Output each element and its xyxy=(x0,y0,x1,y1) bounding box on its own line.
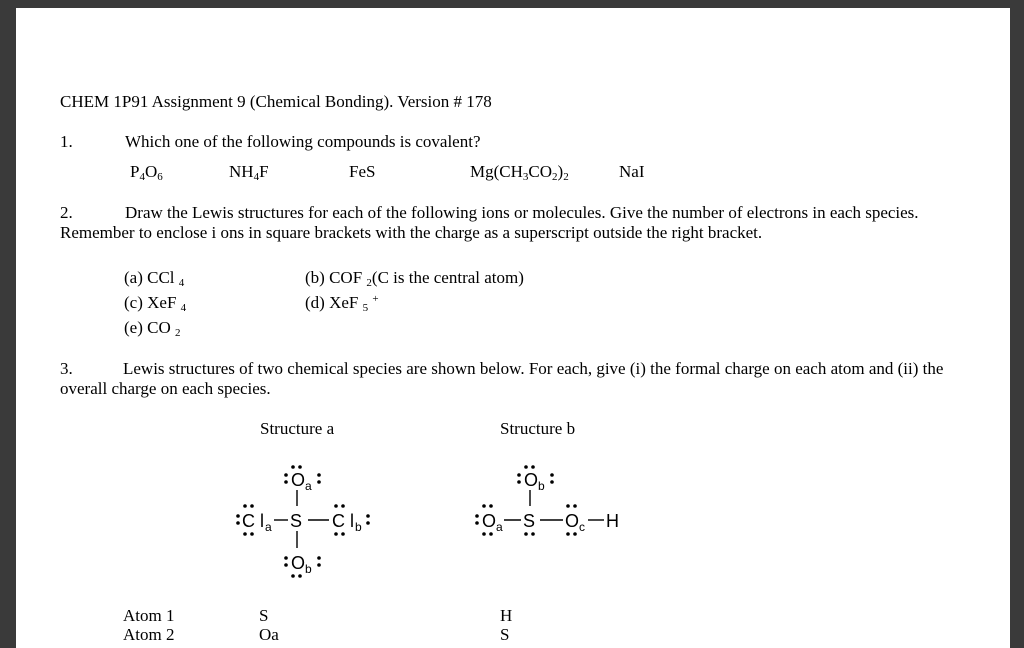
structure-a-diagram xyxy=(16,8,1010,648)
lone-pair-dot xyxy=(366,521,370,525)
lone-pair-dot xyxy=(298,574,302,578)
lone-pair-dot xyxy=(317,473,321,477)
row-2-structure-b: S xyxy=(500,625,510,644)
compound-mg-acetate: $Mg(CH_3CO_2)_2$ xyxy=(470,162,569,183)
struct-b-oa: O xyxy=(482,511,497,531)
lone-pair-dot xyxy=(291,465,295,469)
lone-pair-dot xyxy=(524,465,528,469)
item-c: (c) XeF $_4$ xyxy=(124,293,187,314)
struct-b-oc: O xyxy=(565,511,580,531)
lone-pair-dot xyxy=(366,514,370,518)
lone-pair-dot xyxy=(334,532,338,536)
lone-pair-dot xyxy=(298,465,302,469)
struct-b-h: H xyxy=(606,511,619,531)
lone-pair-dot xyxy=(317,480,321,484)
lone-pair-dot xyxy=(284,563,288,567)
document-page xyxy=(16,8,1010,648)
lone-pair-dot xyxy=(334,504,338,508)
lone-pair-dot xyxy=(573,532,577,536)
structure-a-label: Structure a xyxy=(260,419,335,438)
lone-pair-dot xyxy=(524,532,528,536)
lone-pair-dot xyxy=(489,532,493,536)
lone-pair-dot xyxy=(517,480,521,484)
lone-pair-dot xyxy=(317,563,321,567)
lone-pair-dot xyxy=(284,473,288,477)
compound-nai: NaI xyxy=(619,162,645,181)
struct-a-clb-sub: b xyxy=(355,520,362,534)
lone-pair-dot xyxy=(250,504,254,508)
struct-a-cla: C l xyxy=(242,511,264,531)
item-e: (e) CO $_2$ xyxy=(124,318,181,339)
item-a: (a) CCl $_4$ xyxy=(124,268,185,289)
lone-pair-dot xyxy=(243,504,247,508)
lone-pair-dot xyxy=(243,532,247,536)
question-2-text: Draw the Lewis structures for each of the following ions or molecules. Give the number of electrons in each species. Remember to enclose i ons in square brackets with the charge as a superscript outside the right bracket. xyxy=(60,203,919,242)
lone-pair-dot xyxy=(489,504,493,508)
lone-pair-dot xyxy=(566,504,570,508)
compound-nh4f: $NH_4F$ xyxy=(229,162,269,183)
struct-b-oc-sub: c xyxy=(579,520,585,534)
row-2-structure-a: Oa xyxy=(259,625,279,644)
lone-pair-dot xyxy=(517,473,521,477)
question-3-text: Lewis structures of two chemical species are shown below. For each, give (i) the formal charge on each atom and (ii) the overall charge on each species. xyxy=(60,359,944,398)
struct-b-ob-sub: b xyxy=(538,479,545,493)
lone-pair-dot xyxy=(550,480,554,484)
structure-b-label: Structure b xyxy=(500,419,576,438)
struct-a-oa: O xyxy=(291,470,306,490)
lone-pair-dot xyxy=(550,473,554,477)
struct-a-s: S xyxy=(290,511,303,531)
item-b: (b) COF $_2$(C is the central atom) xyxy=(305,268,524,289)
lone-pair-dot xyxy=(482,532,486,536)
lone-pair-dot xyxy=(236,514,240,518)
row-1-structure-a: S xyxy=(259,606,269,625)
lone-pair-dot xyxy=(531,532,535,536)
question-2-number: 2. xyxy=(60,203,73,222)
struct-b-ob: O xyxy=(524,470,539,490)
lone-pair-dot xyxy=(236,521,240,525)
lone-pair-dot xyxy=(475,514,479,518)
struct-a-oa-sub: a xyxy=(305,479,312,493)
lone-pair-dot xyxy=(566,532,570,536)
row-1-structure-b: H xyxy=(500,606,513,625)
lone-pair-dot xyxy=(341,504,345,508)
lone-pair-dot xyxy=(284,480,288,484)
row-2-label: Atom 2 xyxy=(123,625,175,644)
struct-a-ob-sub: b xyxy=(305,562,312,576)
lone-pair-dot xyxy=(250,532,254,536)
lone-pair-dot xyxy=(573,504,577,508)
question-1-number: 1. xyxy=(60,132,73,151)
lone-pair-dot xyxy=(317,556,321,560)
compound-fes: FeS xyxy=(349,162,376,181)
lone-pair-dot xyxy=(341,532,345,536)
row-1-label: Atom 1 xyxy=(123,606,175,625)
page-title: CHEM 1P91 Assignment 9 (Chemical Bonding). Version # 178 xyxy=(60,92,492,111)
struct-b-oa-sub: a xyxy=(496,520,503,534)
item-d: (d) XeF $_5$ + xyxy=(305,293,379,314)
struct-a-ob: O xyxy=(291,553,306,573)
lone-pair-dot xyxy=(475,521,479,525)
lone-pair-dot xyxy=(291,574,295,578)
struct-a-cla-sub: a xyxy=(265,520,272,534)
lone-pair-dot xyxy=(531,465,535,469)
question-3-number: 3. xyxy=(60,359,73,378)
struct-b-s: S xyxy=(523,511,536,531)
lone-pair-dot xyxy=(284,556,288,560)
lone-pair-dot xyxy=(482,504,486,508)
question-1-text: Which one of the following compounds is covalent? xyxy=(125,132,481,151)
struct-a-clb: C l xyxy=(332,511,354,531)
compound-p4o6: $P_4O_6$ xyxy=(130,162,163,183)
